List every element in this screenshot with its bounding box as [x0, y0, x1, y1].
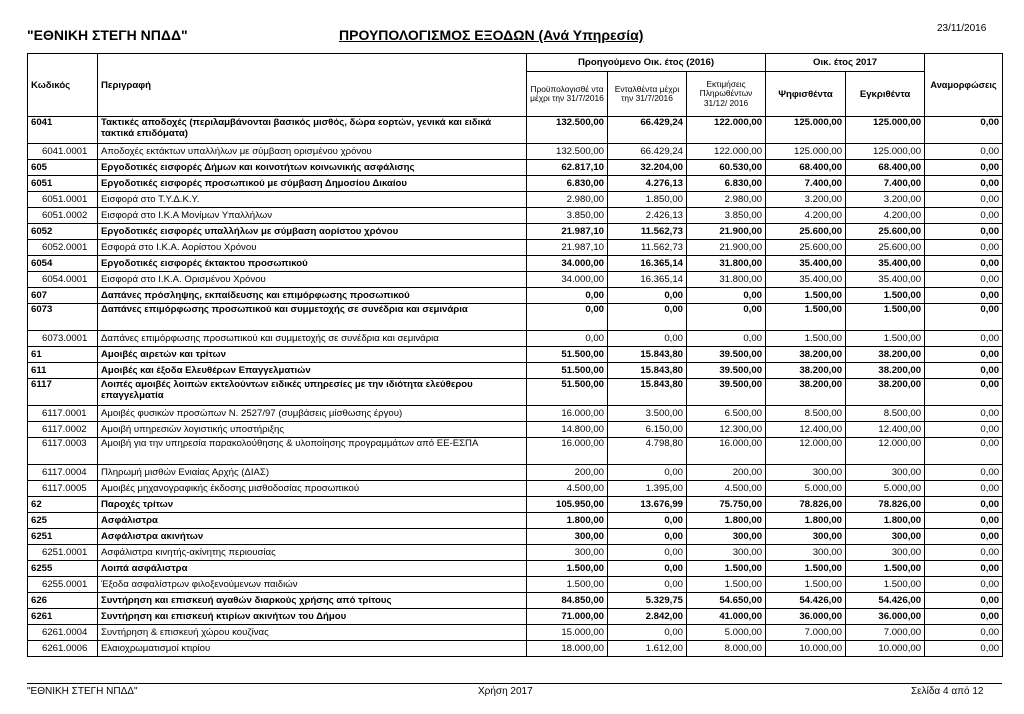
row-revisions-value: 0,00: [925, 513, 1003, 529]
row-revisions-value: 0,00: [925, 561, 1003, 577]
row-approved-value: 1.500,00: [846, 288, 925, 304]
row-description: Λοιπά ασφάλιστρα: [98, 561, 527, 577]
row-voted-value: 5.000,00: [766, 481, 846, 497]
column-header-ordered: Ενταλθέντα μέχρι την 31/7/2016: [608, 72, 687, 117]
row-approved-value: 7.000,00: [846, 625, 925, 641]
row-description: Εσφορά στο Ι.Κ.Α. Αορίστου Χρόνου: [98, 240, 527, 256]
row-code: 6117.0004: [28, 465, 98, 481]
row-budget-value: 34.000,00: [527, 256, 608, 272]
row-code: 6251: [28, 529, 98, 545]
table-row: [28, 465, 1003, 481]
row-ordered-value: 0,00: [608, 513, 687, 529]
row-estimate-value: 122.000,00: [687, 117, 766, 144]
row-code: 605: [28, 160, 98, 176]
budget-table: [27, 53, 1003, 657]
row-approved-value: 38.200,00: [846, 363, 925, 379]
row-description: Παροχές τρίτων: [98, 497, 527, 513]
row-code: 6117.0001: [28, 406, 98, 422]
row-estimate-value: 300,00: [687, 529, 766, 545]
table-row: [28, 331, 1003, 347]
row-description: Ασφάλιστρα: [98, 513, 527, 529]
column-header-revisions: Αναμορφώσεις: [925, 54, 1003, 117]
row-voted-value: 78.826,00: [766, 497, 846, 513]
row-voted-value: 300,00: [766, 545, 846, 561]
table-row: [28, 208, 1003, 224]
row-budget-value: 16.000,00: [527, 438, 608, 465]
row-revisions-value: 0,00: [925, 465, 1003, 481]
row-estimate-value: 200,00: [687, 465, 766, 481]
table-row: [28, 625, 1003, 641]
row-approved-value: 38.200,00: [846, 347, 925, 363]
row-budget-value: 16.000,00: [527, 406, 608, 422]
table-row: [28, 406, 1003, 422]
row-estimate-value: 39.500,00: [687, 347, 766, 363]
row-description: Ασφάλιστρα ακινήτων: [98, 529, 527, 545]
row-estimate-value: 54.650,00: [687, 593, 766, 609]
table-row: [28, 288, 1003, 304]
row-voted-value: 25.600,00: [766, 224, 846, 240]
row-revisions-value: 0,00: [925, 304, 1003, 331]
table-row: [28, 497, 1003, 513]
row-description: Αμοιβές και έξοδα Ελευθέρων Επαγγελματιών: [98, 363, 527, 379]
row-ordered-value: 11.562,73: [608, 224, 687, 240]
row-estimate-value: 12.300,00: [687, 422, 766, 438]
row-code: 6251.0001: [28, 545, 98, 561]
row-ordered-value: 15.843,80: [608, 363, 687, 379]
row-approved-value: 38.200,00: [846, 379, 925, 406]
row-approved-value: 12.000,00: [846, 438, 925, 465]
row-description: Εργοδοτικές εισφορές υπαλλήλων με σύμβαση αορίστου χρόνου: [98, 224, 527, 240]
row-voted-value: 12.000,00: [766, 438, 846, 465]
table-row: [28, 577, 1003, 593]
row-budget-value: 1.500,00: [527, 577, 608, 593]
row-code: 611: [28, 363, 98, 379]
row-voted-value: 1.500,00: [766, 288, 846, 304]
row-revisions-value: 0,00: [925, 144, 1003, 160]
row-revisions-value: 0,00: [925, 224, 1003, 240]
row-revisions-value: 0,00: [925, 529, 1003, 545]
row-ordered-value: 1.850,00: [608, 192, 687, 208]
row-description: Αποδοχές εκτάκτων υπαλλήλων με σύμβαση ορισμένου χρόνου: [98, 144, 527, 160]
row-approved-value: 7.400,00: [846, 176, 925, 192]
row-approved-value: 78.826,00: [846, 497, 925, 513]
row-revisions-value: 0,00: [925, 422, 1003, 438]
row-approved-value: 35.400,00: [846, 256, 925, 272]
row-description: Τακτικές αποδοχές (περιλαμβάνονται βασικός μισθός, δώρα εορτών, γενικά και ειδικά τακτικά επιδόματα): [98, 117, 527, 144]
row-approved-value: 125.000,00: [846, 117, 925, 144]
row-ordered-value: 0,00: [608, 577, 687, 593]
row-revisions-value: 0,00: [925, 176, 1003, 192]
row-budget-value: 300,00: [527, 545, 608, 561]
row-voted-value: 7.400,00: [766, 176, 846, 192]
row-voted-value: 300,00: [766, 465, 846, 481]
row-approved-value: 125.000,00: [846, 144, 925, 160]
row-budget-value: 0,00: [527, 331, 608, 347]
row-code: 6051: [28, 176, 98, 192]
row-code: 6073: [28, 304, 98, 331]
row-voted-value: 12.400,00: [766, 422, 846, 438]
row-voted-value: 35.400,00: [766, 256, 846, 272]
row-voted-value: 25.600,00: [766, 240, 846, 256]
footer-organization: "ΕΘΝΙΚΗ ΣΤΕΓΗ ΝΠΔΔ": [27, 686, 138, 697]
table-row: [28, 256, 1003, 272]
table-row: [28, 641, 1003, 657]
row-budget-value: 84.850,00: [527, 593, 608, 609]
row-code: 6051.0001: [28, 192, 98, 208]
row-description: Αμοιβή υπηρεσιών λογιστικής υποστήριξης: [98, 422, 527, 438]
row-revisions-value: 0,00: [925, 208, 1003, 224]
column-header-voted: Ψηφισθέντα: [766, 72, 846, 117]
row-estimate-value: 8.000,00: [687, 641, 766, 657]
table-row: [28, 561, 1003, 577]
row-estimate-value: 39.500,00: [687, 363, 766, 379]
row-ordered-value: 1.395,00: [608, 481, 687, 497]
row-code: 6041.0001: [28, 144, 98, 160]
row-revisions-value: 0,00: [925, 625, 1003, 641]
row-code: 6255.0001: [28, 577, 98, 593]
table-row: [28, 609, 1003, 625]
row-description: Έξοδα ασφαλίστρων φιλοξενούμενων παιδιών: [98, 577, 527, 593]
row-ordered-value: 0,00: [608, 561, 687, 577]
footer-fiscal-year: Χρήση 2017: [478, 686, 533, 697]
row-budget-value: 51.500,00: [527, 363, 608, 379]
row-ordered-value: 66.429,24: [608, 144, 687, 160]
row-ordered-value: 4.276,13: [608, 176, 687, 192]
column-header-budget: Προϋπολογισθέ ντα μέχρι την 31/7/2016: [527, 72, 608, 117]
row-ordered-value: 16.365,14: [608, 272, 687, 288]
row-revisions-value: 0,00: [925, 379, 1003, 406]
row-approved-value: 1.500,00: [846, 304, 925, 331]
row-budget-value: 6.830,00: [527, 176, 608, 192]
row-budget-value: 14.800,00: [527, 422, 608, 438]
row-ordered-value: 1.612,00: [608, 641, 687, 657]
row-revisions-value: 0,00: [925, 192, 1003, 208]
column-header-description: Περιγραφή: [98, 54, 527, 117]
row-voted-value: 125.000,00: [766, 117, 846, 144]
row-ordered-value: 0,00: [608, 625, 687, 641]
row-approved-value: 25.600,00: [846, 224, 925, 240]
row-budget-value: 0,00: [527, 304, 608, 331]
organization-name: "ΕΘΝΙΚΗ ΣΤΕΓΗ ΝΠΔΔ": [27, 27, 188, 43]
row-budget-value: 51.500,00: [527, 379, 608, 406]
row-code: 61: [28, 347, 98, 363]
table-row: [28, 529, 1003, 545]
row-estimate-value: 300,00: [687, 545, 766, 561]
row-approved-value: 68.400,00: [846, 160, 925, 176]
row-budget-value: 200,00: [527, 465, 608, 481]
row-budget-value: 51.500,00: [527, 347, 608, 363]
row-budget-value: 132.500,00: [527, 117, 608, 144]
row-estimate-value: 4.500,00: [687, 481, 766, 497]
table-row: [28, 176, 1003, 192]
row-code: 6052.0001: [28, 240, 98, 256]
row-description: Δαπάνες πρόσληψης, εκπαίδευσης και επιμόρφωσης προσωπικού: [98, 288, 527, 304]
row-approved-value: 4.200,00: [846, 208, 925, 224]
row-budget-value: 15.000,00: [527, 625, 608, 641]
row-voted-value: 35.400,00: [766, 272, 846, 288]
row-estimate-value: 0,00: [687, 331, 766, 347]
row-revisions-value: 0,00: [925, 406, 1003, 422]
row-description: Εισφορά στο Ι.Κ.Α. Ορισμένου Χρόνου: [98, 272, 527, 288]
column-header-code: Κωδικός: [28, 54, 98, 117]
row-voted-value: 38.200,00: [766, 347, 846, 363]
footer-page-number: Σελίδα 4 από 12: [911, 686, 984, 697]
row-revisions-value: 0,00: [925, 577, 1003, 593]
row-approved-value: 300,00: [846, 465, 925, 481]
table-row: [28, 240, 1003, 256]
row-ordered-value: 16.365,14: [608, 256, 687, 272]
row-ordered-value: 32.204,00: [608, 160, 687, 176]
row-code: 626: [28, 593, 98, 609]
row-ordered-value: 15.843,80: [608, 379, 687, 406]
row-estimate-value: 0,00: [687, 288, 766, 304]
row-description: Αμοιβές μηχανογραφικής έκδοσης μισθοδοσίας προσωπικού: [98, 481, 527, 497]
row-approved-value: 10.000,00: [846, 641, 925, 657]
table-row: [28, 117, 1003, 144]
row-revisions-value: 0,00: [925, 160, 1003, 176]
row-estimate-value: 31.800,00: [687, 256, 766, 272]
row-ordered-value: 4.798,80: [608, 438, 687, 465]
row-estimate-value: 122.000,00: [687, 144, 766, 160]
row-approved-value: 54.426,00: [846, 593, 925, 609]
row-ordered-value: 0,00: [608, 465, 687, 481]
column-header-estimate: Εκτιμήσεις Πληρωθέντων 31/12/ 2016: [687, 72, 766, 117]
row-code: 6054.0001: [28, 272, 98, 288]
row-voted-value: 68.400,00: [766, 160, 846, 176]
row-voted-value: 1.500,00: [766, 304, 846, 331]
row-ordered-value: 5.329,75: [608, 593, 687, 609]
row-description: Αμοιβές αιρετών και τρίτων: [98, 347, 527, 363]
row-revisions-value: 0,00: [925, 288, 1003, 304]
row-revisions-value: 0,00: [925, 593, 1003, 609]
row-estimate-value: 3.850,00: [687, 208, 766, 224]
column-header-approved: Εγκριθέντα: [846, 72, 925, 117]
row-estimate-value: 2.980,00: [687, 192, 766, 208]
table-row: [28, 545, 1003, 561]
row-ordered-value: 3.500,00: [608, 406, 687, 422]
row-description: Ασφάλιστρα κινητής-ακίνητης περιουσίας: [98, 545, 527, 561]
row-budget-value: 18.000,00: [527, 641, 608, 657]
table-row: [28, 422, 1003, 438]
row-budget-value: 300,00: [527, 529, 608, 545]
row-code: 6117.0005: [28, 481, 98, 497]
row-description: Πληρωμή μισθών Ενιαίας Αρχής (ΔΙΑΣ): [98, 465, 527, 481]
row-revisions-value: 0,00: [925, 363, 1003, 379]
row-ordered-value: 2.842,00: [608, 609, 687, 625]
table-row: [28, 513, 1003, 529]
row-approved-value: 3.200,00: [846, 192, 925, 208]
row-ordered-value: 15.843,80: [608, 347, 687, 363]
table-row: [28, 272, 1003, 288]
row-voted-value: 36.000,00: [766, 609, 846, 625]
row-approved-value: 12.400,00: [846, 422, 925, 438]
table-row: [28, 224, 1003, 240]
row-revisions-value: 0,00: [925, 609, 1003, 625]
table-row: [28, 379, 1003, 406]
row-code: 6051.0002: [28, 208, 98, 224]
row-approved-value: 300,00: [846, 545, 925, 561]
row-approved-value: 1.500,00: [846, 577, 925, 593]
row-estimate-value: 41.000,00: [687, 609, 766, 625]
row-description: Λοιπές αμοιβές λοιπών εκτελούντων ειδικές υπηρεσίες με την ιδιότητα ελεύθερου επαγγελματία: [98, 379, 527, 406]
row-estimate-value: 60.530,00: [687, 160, 766, 176]
row-budget-value: 3.850,00: [527, 208, 608, 224]
row-budget-value: 71.000,00: [527, 609, 608, 625]
row-description: Δαπάνες επιμόρφωσης προσωπικού και συμμετοχής σε συνέδρια και σεμινάρια: [98, 304, 527, 331]
row-voted-value: 4.200,00: [766, 208, 846, 224]
row-budget-value: 0,00: [527, 288, 608, 304]
row-estimate-value: 21.900,00: [687, 240, 766, 256]
row-code: 6054: [28, 256, 98, 272]
row-voted-value: 3.200,00: [766, 192, 846, 208]
table-row: [28, 144, 1003, 160]
row-estimate-value: 6.830,00: [687, 176, 766, 192]
row-voted-value: 8.500,00: [766, 406, 846, 422]
row-estimate-value: 0,00: [687, 304, 766, 331]
row-revisions-value: 0,00: [925, 347, 1003, 363]
row-description: Εργοδοτικές εισφορές Δήμων και κοινοτήτων κοινωνικής ασφάλισης: [98, 160, 527, 176]
row-approved-value: 1.500,00: [846, 561, 925, 577]
row-code: 6255: [28, 561, 98, 577]
row-code: 62: [28, 497, 98, 513]
row-budget-value: 34.000,00: [527, 272, 608, 288]
row-revisions-value: 0,00: [925, 497, 1003, 513]
row-estimate-value: 31.800,00: [687, 272, 766, 288]
row-voted-value: 125.000,00: [766, 144, 846, 160]
row-approved-value: 300,00: [846, 529, 925, 545]
row-voted-value: 54.426,00: [766, 593, 846, 609]
row-estimate-value: 5.000,00: [687, 625, 766, 641]
row-voted-value: 1.500,00: [766, 331, 846, 347]
row-description: Εργοδοτικές εισφορές έκτακτου προσωπικού: [98, 256, 527, 272]
row-estimate-value: 1.500,00: [687, 577, 766, 593]
row-estimate-value: 16.000,00: [687, 438, 766, 465]
row-revisions-value: 0,00: [925, 331, 1003, 347]
table-row: [28, 160, 1003, 176]
row-description: Εισφορά στο Τ.Υ.Δ.Κ.Υ.: [98, 192, 527, 208]
row-ordered-value: 0,00: [608, 331, 687, 347]
column-group-previous-year: Προηγούμενο Οικ. έτος (2016): [527, 54, 766, 72]
table-row: [28, 304, 1003, 331]
row-code: 6261.0006: [28, 641, 98, 657]
row-code: 6041: [28, 117, 98, 144]
row-ordered-value: 0,00: [608, 545, 687, 561]
row-approved-value: 25.600,00: [846, 240, 925, 256]
row-description: Εισφορά στο Ι.Κ.Α Μονίμων Υπαλλήλων: [98, 208, 527, 224]
row-revisions-value: 0,00: [925, 117, 1003, 144]
row-revisions-value: 0,00: [925, 256, 1003, 272]
row-estimate-value: 39.500,00: [687, 379, 766, 406]
row-ordered-value: 66.429,24: [608, 117, 687, 144]
footer-divider: [27, 683, 1002, 684]
table-row: [28, 192, 1003, 208]
row-ordered-value: 2.426,13: [608, 208, 687, 224]
row-approved-value: 1.500,00: [846, 331, 925, 347]
row-budget-value: 105.950,00: [527, 497, 608, 513]
row-code: 625: [28, 513, 98, 529]
row-code: 6117.0003: [28, 438, 98, 465]
row-estimate-value: 1.500,00: [687, 561, 766, 577]
row-description: Ελαιοχρωματισμοί κτιρίου: [98, 641, 527, 657]
row-description: Συντήρηση & επισκευή χώρου κουζίνας: [98, 625, 527, 641]
row-code: 6052: [28, 224, 98, 240]
row-approved-value: 5.000,00: [846, 481, 925, 497]
row-approved-value: 8.500,00: [846, 406, 925, 422]
row-revisions-value: 0,00: [925, 240, 1003, 256]
row-ordered-value: 11.562,73: [608, 240, 687, 256]
table-row: [28, 438, 1003, 465]
table-row: [28, 593, 1003, 609]
row-code: 6073.0001: [28, 331, 98, 347]
row-code: 6261: [28, 609, 98, 625]
row-approved-value: 36.000,00: [846, 609, 925, 625]
row-description: Αμοιβή για την υπηρεσία παρακολούθησης & υλοποίησης προγραμμάτων από ΕΕ-ΕΣΠΑ: [98, 438, 527, 465]
row-voted-value: 1.500,00: [766, 561, 846, 577]
row-budget-value: 21.987,10: [527, 224, 608, 240]
row-ordered-value: 0,00: [608, 288, 687, 304]
row-description: Συντήρηση και επισκευή κτιρίων ακινήτων του Δήμου: [98, 609, 527, 625]
row-description: Εργοδοτικές εισφορές προσωπικού με σύμβαση Δημοσίου Δικαίου: [98, 176, 527, 192]
row-budget-value: 4.500,00: [527, 481, 608, 497]
report-date: 23/11/2016: [937, 23, 987, 34]
row-ordered-value: 13.676,99: [608, 497, 687, 513]
row-description: Αμοιβές φυσικών προσώπων Ν. 2527/97 (συμβάσεις μίσθωσης έργου): [98, 406, 527, 422]
row-ordered-value: 0,00: [608, 529, 687, 545]
row-estimate-value: 6.500,00: [687, 406, 766, 422]
row-estimate-value: 1.800,00: [687, 513, 766, 529]
row-voted-value: 7.000,00: [766, 625, 846, 641]
row-revisions-value: 0,00: [925, 545, 1003, 561]
report-title: ΠΡΟΥΠΟΛΟΓΙΣΜΟΣ ΕΞΟΔΩΝ (Ανά Υπηρεσία): [339, 27, 644, 43]
row-code: 607: [28, 288, 98, 304]
row-estimate-value: 75.750,00: [687, 497, 766, 513]
row-approved-value: 35.400,00: [846, 272, 925, 288]
row-budget-value: 2.980,00: [527, 192, 608, 208]
row-estimate-value: 21.900,00: [687, 224, 766, 240]
row-ordered-value: 6.150,00: [608, 422, 687, 438]
table-row: [28, 481, 1003, 497]
row-voted-value: 10.000,00: [766, 641, 846, 657]
row-ordered-value: 0,00: [608, 304, 687, 331]
column-group-current-year: Οικ. έτος 2017: [766, 54, 925, 72]
row-voted-value: 1.500,00: [766, 577, 846, 593]
row-budget-value: 21.987,10: [527, 240, 608, 256]
row-revisions-value: 0,00: [925, 641, 1003, 657]
row-voted-value: 1.800,00: [766, 513, 846, 529]
row-code: 6261.0004: [28, 625, 98, 641]
row-description: Δαπάνες επιμόρφωσης προσωπικού και συμμετοχής σε συνέδρια και σεμινάρια: [98, 331, 527, 347]
table-row: [28, 363, 1003, 379]
table-row: [28, 347, 1003, 363]
row-budget-value: 1.800,00: [527, 513, 608, 529]
row-voted-value: 38.200,00: [766, 363, 846, 379]
row-code: 6117.0002: [28, 422, 98, 438]
row-code: 6117: [28, 379, 98, 406]
row-description: Συντήρηση και επισκευή αγαθών διαρκούς χρήσης από τρίτους: [98, 593, 527, 609]
row-budget-value: 1.500,00: [527, 561, 608, 577]
row-budget-value: 132.500,00: [527, 144, 608, 160]
row-revisions-value: 0,00: [925, 481, 1003, 497]
row-voted-value: 300,00: [766, 529, 846, 545]
row-budget-value: 62.817,10: [527, 160, 608, 176]
row-voted-value: 38.200,00: [766, 379, 846, 406]
row-revisions-value: 0,00: [925, 272, 1003, 288]
row-revisions-value: 0,00: [925, 438, 1003, 465]
row-approved-value: 1.800,00: [846, 513, 925, 529]
